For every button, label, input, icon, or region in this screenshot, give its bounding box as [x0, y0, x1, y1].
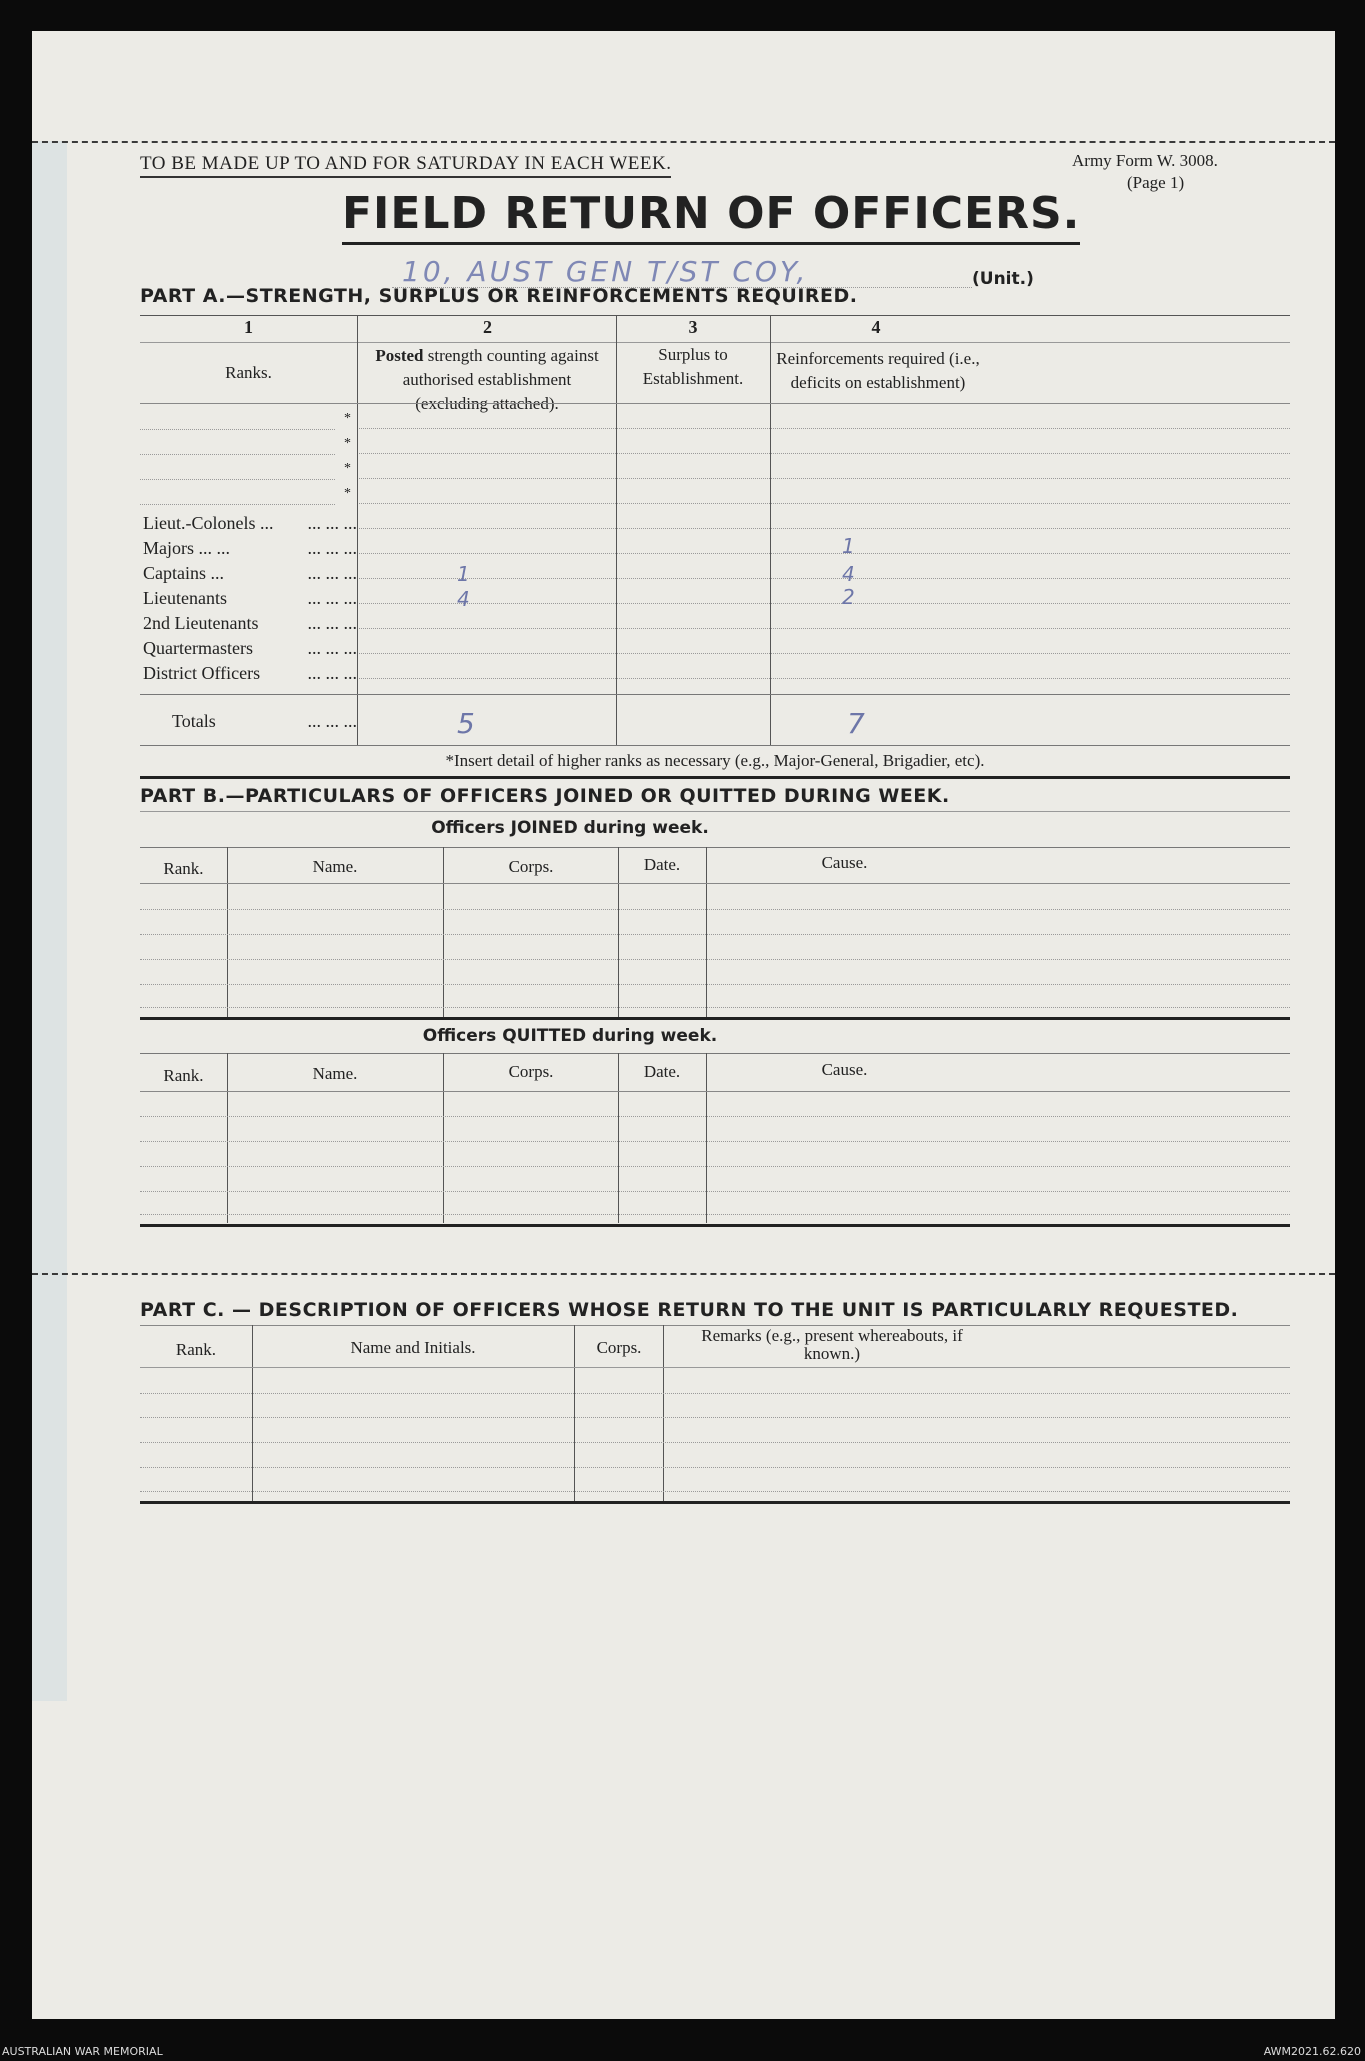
totals-label: Totals [172, 711, 216, 731]
quitted-col-cause: Cause. [821, 1060, 868, 1079]
rank-label: Lieutenants [143, 588, 227, 608]
rank-label: Majors ... ... [143, 538, 230, 558]
row-dots: ... ... ... [307, 663, 357, 683]
surplus-header: Surplus to Establishment. [642, 345, 744, 388]
col-number-1: 1 [244, 317, 253, 337]
quitted-title: Officers QUITTED during week. [422, 1026, 718, 1046]
form-page [32, 31, 1335, 2019]
instruction-text: TO BE MADE UP TO AND FOR SATURDAY IN EACH WEEK. [140, 153, 671, 178]
posted-header [367, 344, 607, 416]
fold-line [32, 1273, 1335, 1275]
row-dots: ... ... ... [307, 538, 357, 558]
blank-marker: * [344, 436, 351, 451]
row-dots: ... ... ... [307, 513, 357, 533]
blank-marker: * [344, 411, 351, 426]
blank-marker: * [344, 486, 351, 501]
partc-col-rank: Rank. [175, 1340, 217, 1359]
totals-reinforcements: 7 [847, 707, 865, 740]
partc-col-corps: Corps. [596, 1338, 642, 1357]
partc-col-name: Name and Initials. [350, 1338, 476, 1357]
footer-credit: AUSTRALIAN WAR MEMORIAL [2, 2045, 163, 2058]
posted-lieutenants: 4 [457, 587, 470, 611]
quitted-col-corps: Corps. [508, 1062, 554, 1081]
col-number-3: 3 [688, 317, 698, 337]
row-dots: ... ... ... [307, 711, 357, 731]
joined-col-corps: Corps. [508, 857, 554, 876]
part-a-title: PART A.—STRENGTH, SURPLUS OR REINFORCEMENTS REQUIRED. [140, 285, 858, 307]
fold-line [32, 141, 1335, 143]
form-number: Army Form W. 3008. [1072, 151, 1218, 170]
part-c-title: PART C. — DESCRIPTION OF OFFICERS WHOSE RETURN TO THE UNIT IS PARTICULARLY REQUESTED. [140, 1299, 1239, 1321]
posted-header-text: strength counting against authorised establishment (excluding attached). [402, 346, 599, 413]
footer-id: AWM2021.62.620 [1263, 2045, 1361, 2058]
partc-col-remarks: Remarks (e.g., present whereabouts, if known.) [701, 1326, 963, 1363]
page-number: (Page 1) [1127, 173, 1185, 192]
unit-handwritten: 10, AUST GEN T/ST COY, [402, 255, 809, 288]
reinforcements-header: Reinforcements required (i.e., deficits on establishment) [776, 349, 980, 392]
col-number-2: 2 [483, 317, 492, 337]
unit-label: (Unit.) [972, 269, 1034, 289]
joined-col-rank: Rank. [163, 859, 204, 878]
ranks-header: Ranks. [225, 363, 272, 382]
joined-title: Officers JOINED during week. [431, 818, 709, 838]
blank-marker: * [344, 461, 351, 476]
rank-label: District Officers [143, 663, 261, 683]
row-dots: ... ... ... [307, 563, 357, 583]
reinf-lieutenants: 2 [842, 585, 855, 609]
joined-col-date: Date. [643, 855, 681, 874]
rank-label: Lieut.-Colonels ... [143, 513, 274, 533]
rank-label: Quartermasters [143, 638, 253, 658]
posted-header-bold: Posted [375, 346, 424, 365]
part-b-title: PART B.—PARTICULARS OF OFFICERS JOINED OR QUITTED DURING WEEK. [140, 785, 950, 807]
posted-captains: 1 [457, 562, 470, 586]
totals-posted: 5 [457, 707, 475, 740]
row-dots: ... ... ... [307, 613, 357, 633]
row-dots: ... ... ... [307, 638, 357, 658]
row-dots: ... ... ... [307, 588, 357, 608]
page-title: FIELD RETURN OF OFFICERS. [342, 186, 1080, 245]
col-number-4: 4 [871, 317, 881, 337]
reinf-majors: 1 [842, 534, 855, 558]
joined-col-cause: Cause. [821, 853, 868, 872]
quitted-col-rank: Rank. [163, 1066, 204, 1085]
rank-label: Captains ... [143, 563, 224, 583]
quitted-col-date: Date. [643, 1062, 681, 1081]
footnote: *Insert detail of higher ranks as necessary (e.g., Major-General, Brigadier, etc). [445, 751, 985, 770]
quitted-col-name: Name. [312, 1064, 358, 1083]
reinf-captains: 4 [842, 562, 855, 586]
joined-col-name: Name. [312, 857, 358, 876]
rank-label: 2nd Lieutenants [143, 613, 259, 633]
